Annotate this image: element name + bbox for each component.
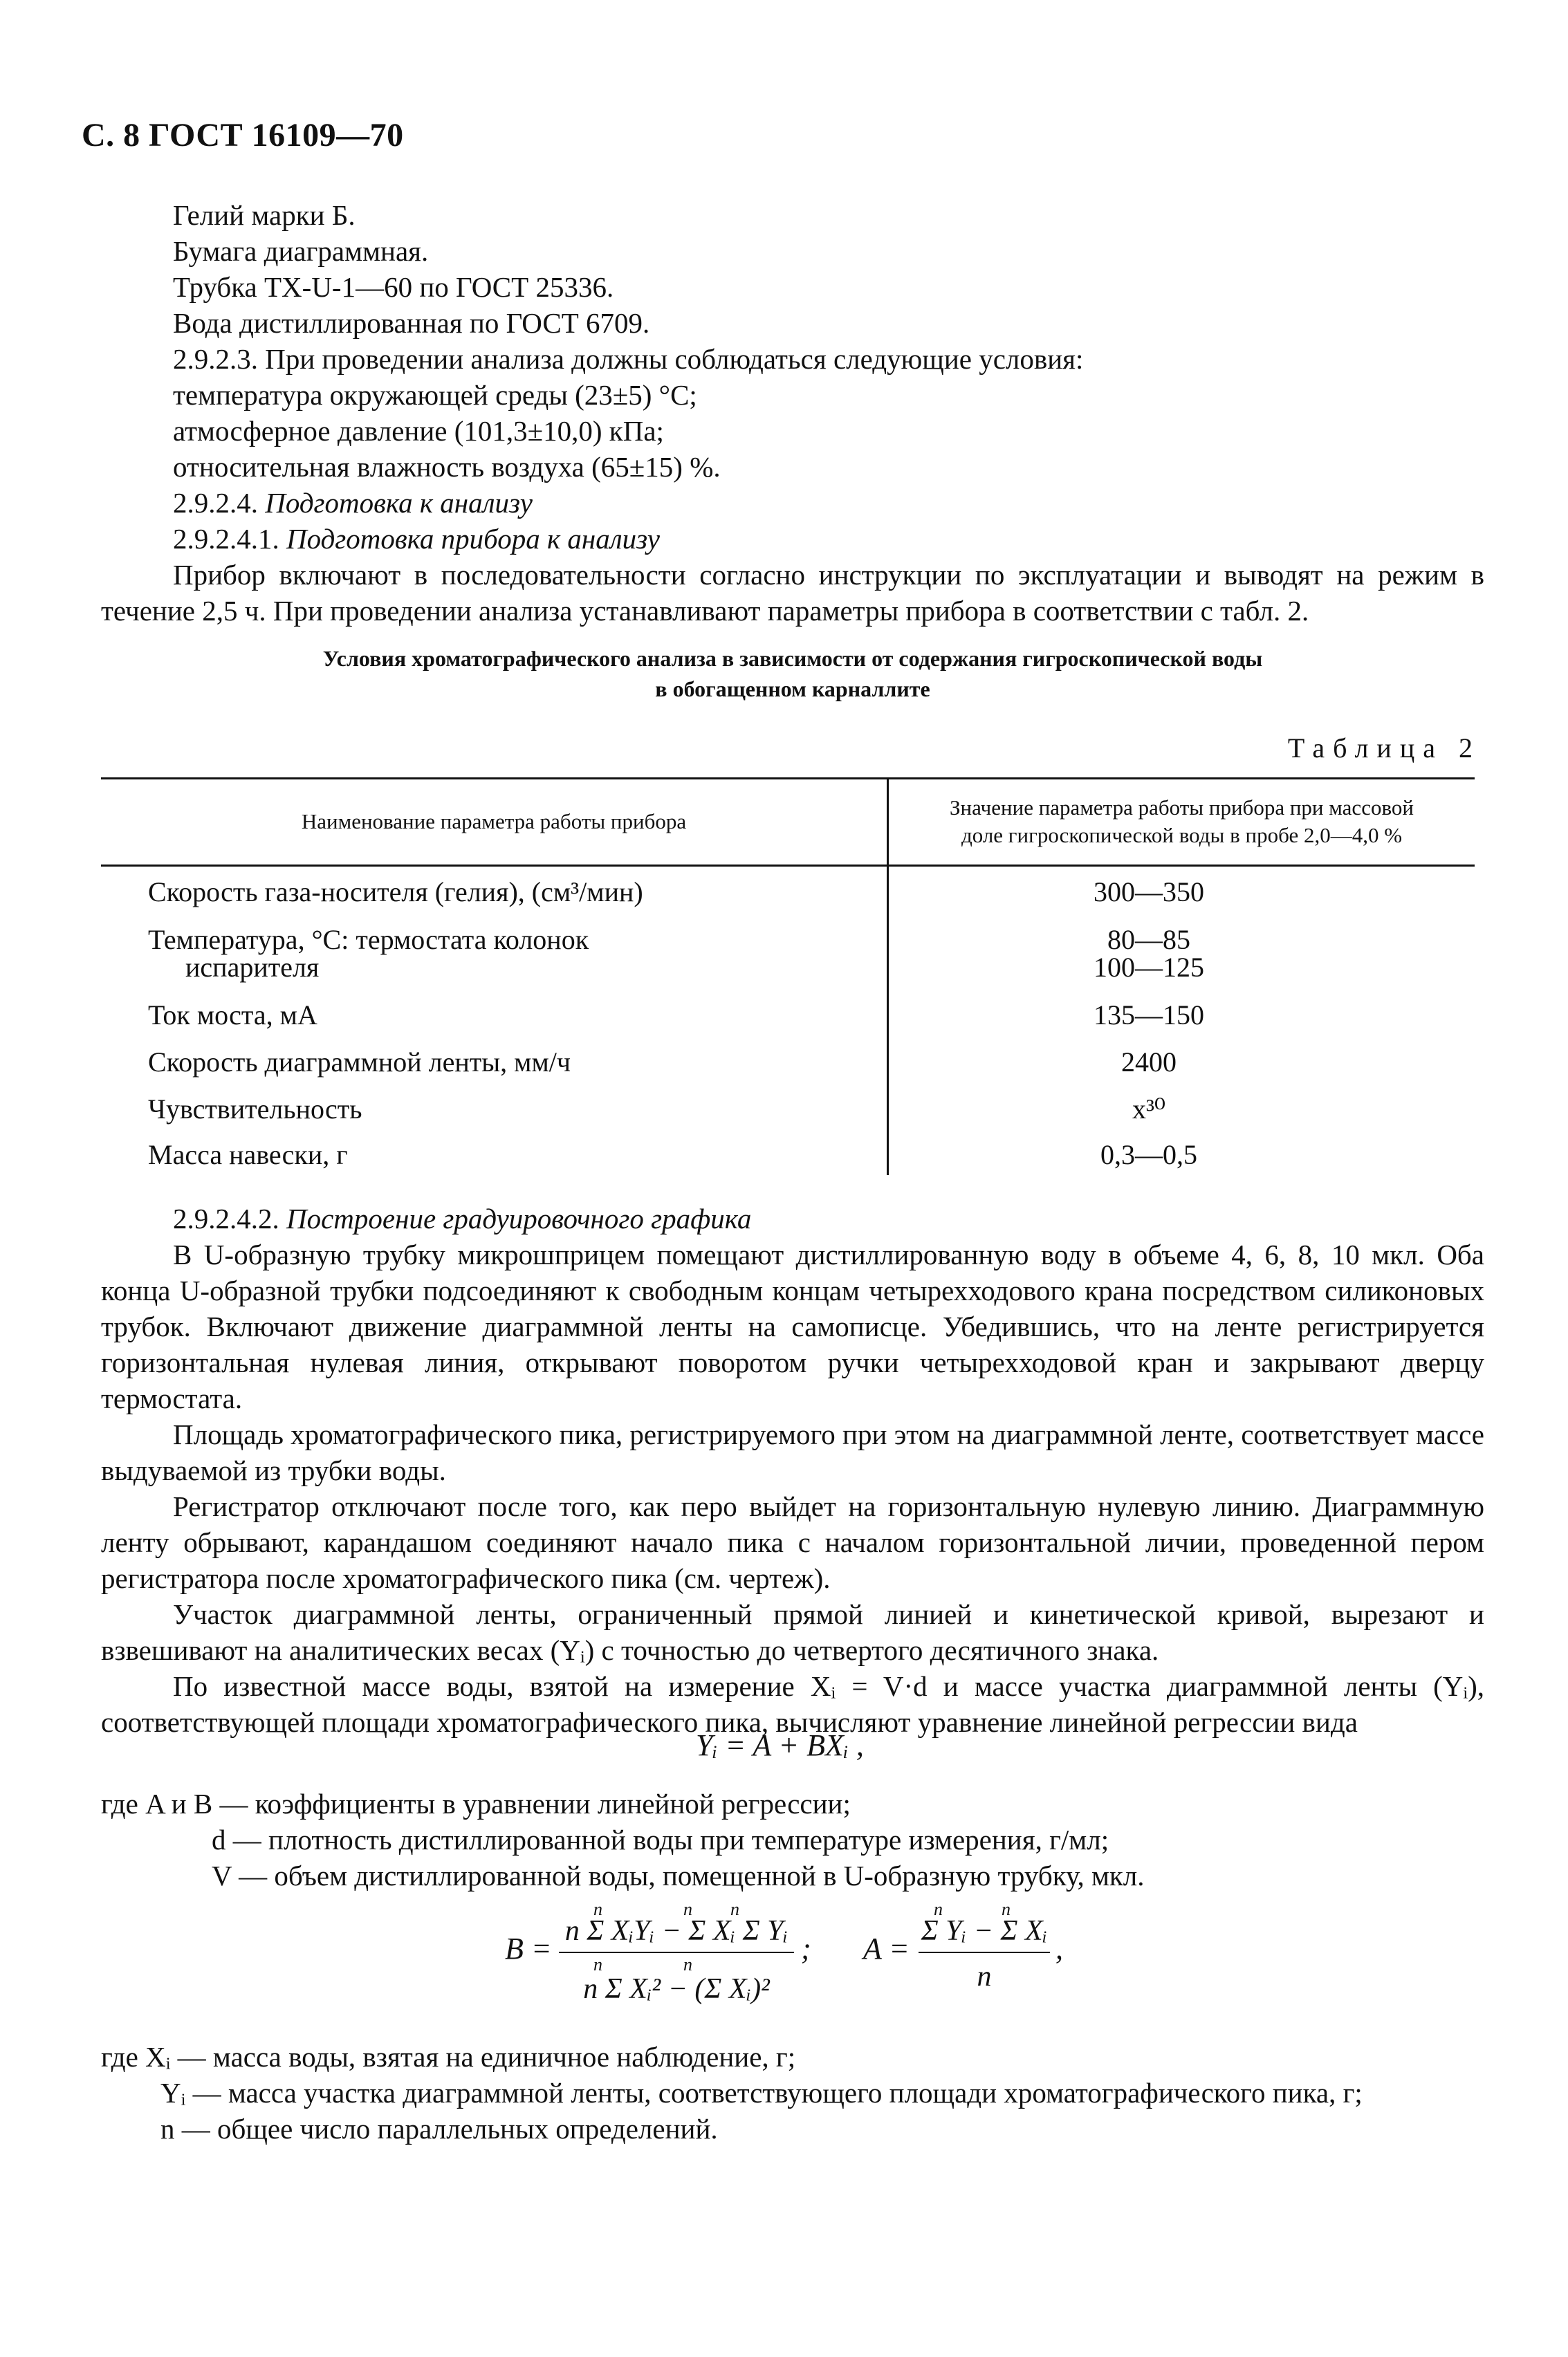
sum-limit: n (683, 1954, 692, 1975)
table-cell-name: Масса навески, г (148, 1139, 348, 1170)
formula-a-lhs: A = (863, 1932, 910, 1966)
formula-a-end: , (1055, 1932, 1063, 1966)
paragraph: Площадь хроматографического пика, регистрируемого при этом на диаграммной ленте, соответствует массе выдуваемой из трубки воды. (101, 1418, 1484, 1486)
main-text-block (101, 1201, 1484, 1740)
paragraph: По известной массе воды, взятой на измерение Xᵢ = V·d и массе участка диаграммной ленты (Yᵢ), соответствующей площади хроматографического пика, вычисляют уравнение линейной регрессии вида (101, 1670, 1484, 1738)
text-line: Бумага диаграммная. (173, 235, 429, 267)
paragraph: В U-образную трубку микрошприцем помещают дистиллированную воду в объеме 4, 6, 8, 10 мкл. Оба конца U-образной трубки подсоединяют к свободным концам четырехходового крана посредством силиконовых трубок. Включают движение диаграммной ленты на самописце. Убедившись, что на ленте регистрируется горизонтальная нулевая линия, открывают поворотом ручки четырехходовой кран и закрывают дверцу термостата. (101, 1239, 1484, 1414)
table-header-rule (101, 865, 1475, 867)
table-cell-name: Скорость газа-носителя (гелия), (см³/мин) (148, 876, 643, 907)
table-header-col2: Значение параметра работы прибора при массовой доле гигроскопической воды в пробе 2,0—4,0 % (950, 795, 1414, 847)
paragraph: Прибор включают в последовательности согласно инструкции по эксплуатации и выводят на режим в течение 2,5 ч. При проведении анализа устанавливают параметры прибора в соответствии с табл. 2. (101, 559, 1484, 627)
table-cell-value: 300—350 (1094, 876, 1204, 907)
section-heading-2-9-2-4-1: 2.9.2.4.1. Подготовка прибора к анализу (173, 523, 661, 555)
where-line: Yᵢ — масса участка диаграммной ленты, соответствующего площади хроматографического пика, г; (160, 2077, 1363, 2109)
table-cell-value: x³⁰ (1132, 1093, 1166, 1125)
table-header-col1: Наименование параметра работы прибора (301, 809, 687, 833)
table-top-rule (101, 777, 1475, 779)
formula-b-denominator: n Σ Xᵢ² − (Σ Xᵢ)² (583, 1973, 770, 2005)
table-cell-value: 80—85 (1107, 924, 1190, 955)
section-heading-2-9-2-4-2: 2.9.2.4.2. Построение градуировочного графика (173, 1203, 752, 1235)
formula-b-separator: ; (801, 1932, 811, 1966)
page-header: С. 8 ГОСТ 16109—70 (82, 117, 404, 154)
sum-limit: n (934, 1899, 943, 1919)
sum-limit: n (593, 1899, 602, 1919)
sum-limit: n (593, 1954, 602, 1975)
sum-limit: n (683, 1899, 692, 1919)
text-line: Трубка ТХ-U-1—60 по ГОСТ 25336. (173, 271, 614, 303)
where-line: V — объем дистиллированной воды, помещенной в U-образную трубку, мкл. (212, 1860, 1145, 1892)
formula-a-fraction-bar (919, 1952, 1050, 1953)
paragraph: Регистратор отключают после того, как перо выйдет на горизонтальную нулевую линию. Диаграммную ленту обрывают, карандашом соединяют начало пика с началом горизонтальной личии, проведенной пером регистратора после хроматографического пика (см. чертеж). (101, 1490, 1484, 1594)
table-cell-name: испарителя (185, 952, 320, 983)
table-cell-value: 100—125 (1094, 952, 1204, 983)
where-line: d — плотность дистиллированной воды при температуре измерения, г/мл; (212, 1824, 1109, 1856)
where-line: где A и B — коэффициенты в уравнении линейной регрессии; (101, 1788, 851, 1820)
regression-equation: Yᵢ = A + BXᵢ , (696, 1728, 864, 1762)
text-line: температура окружающей среды (23±5) °С; (173, 379, 697, 411)
table-title: Условия хроматографического анализа в зависимости от содержания гигроскопической воды в обогащенном карналлите (322, 646, 1263, 701)
table-cell-name: Скорость диаграммной ленты, мм/ч (148, 1046, 571, 1078)
text-line: атмосферное давление (101,3±10,0) кПа; (173, 415, 664, 447)
sum-limit: n (730, 1899, 739, 1919)
text-line: Вода дистиллированная по ГОСТ 6709. (173, 307, 650, 339)
formula-a-numerator: Σ Yᵢ − Σ Xᵢ (921, 1915, 1048, 1947)
table-cell-name: Чувствительность (148, 1093, 362, 1125)
top-text-block (101, 197, 1484, 629)
paragraph: Участок диаграммной ленты, ограниченный прямой линией и кинетической кривой, вырезают и взвешивают на аналитических весах (Yᵢ) с точностью до четвертого десятичного знака. (101, 1598, 1484, 1666)
section-heading-2-9-2-4: 2.9.2.4. Подготовка к анализу (173, 487, 533, 519)
sum-limit: n (1002, 1899, 1011, 1919)
where-line: где Xᵢ — масса воды, взятая на единичное наблюдение, г; (101, 2041, 796, 2073)
table-cell-value: 135—150 (1094, 999, 1204, 1030)
formula-b-numerator: n Σ XᵢYᵢ − Σ Xᵢ Σ Yᵢ (564, 1915, 788, 1947)
text-line: Гелий марки Б. (173, 199, 356, 231)
table-cell-name: Температура, °С: термостата колонок (148, 924, 589, 955)
table-cell-name: Ток моста, мА (148, 999, 317, 1030)
formula-b-lhs: B = (505, 1932, 552, 1966)
formula-b-fraction-bar (559, 1952, 794, 1953)
table-label: Таблица 2 (1287, 732, 1481, 764)
formula-a-denominator: n (977, 1961, 992, 1993)
text-line: относительная влажность воздуха (65±15) %. (173, 451, 721, 483)
table-cell-value: 0,3—0,5 (1100, 1139, 1197, 1170)
table-cell-value: 2400 (1121, 1046, 1177, 1078)
where-line: n — общее число параллельных определений. (160, 2113, 718, 2145)
text-line: 2.9.2.3. При проведении анализа должны соблюдаться следующие условия: (173, 343, 1084, 375)
